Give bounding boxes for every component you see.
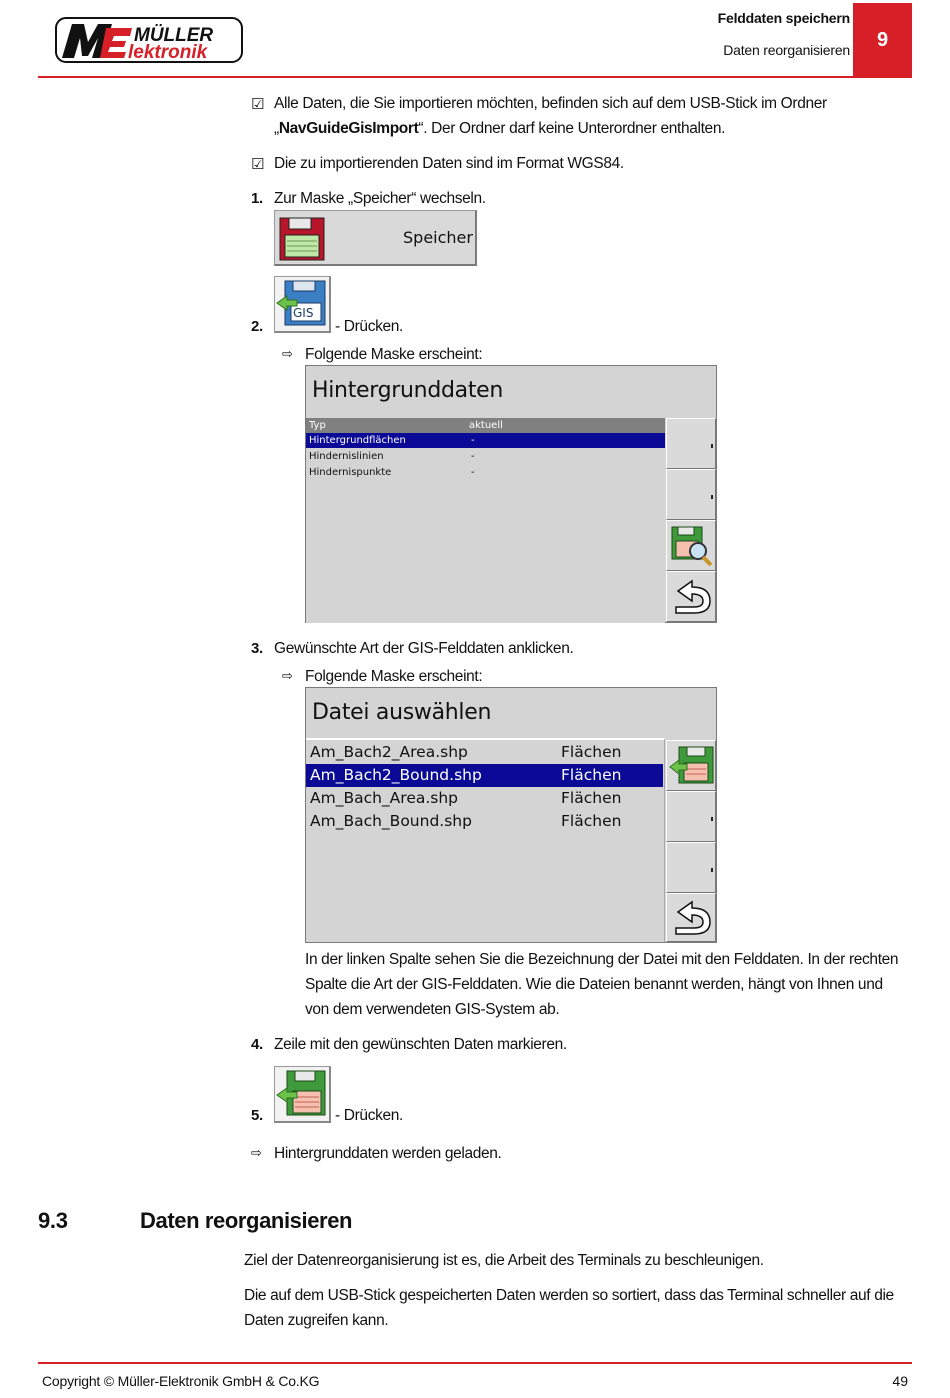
- checkbox-icon: ☑: [251, 96, 265, 113]
- row-typ: Hintergrundflächen: [309, 435, 406, 446]
- step-1-text: Zur Maske „Speicher“ wechseln.: [274, 190, 486, 207]
- load-file-button[interactable]: [274, 1066, 331, 1123]
- step-1-number: 1.: [251, 190, 263, 207]
- gis-floppy-icon: [275, 277, 330, 332]
- description-line-3: von dem verwendeten GIS-System ab.: [305, 1001, 560, 1018]
- header-title: Felddaten speichern: [717, 10, 850, 26]
- result-arrow-icon: ⇨: [251, 1145, 262, 1160]
- step-3-text: Gewünschte Art der GIS-Felddaten anklicken.: [274, 640, 574, 657]
- folder-name: NavGuideGisImport: [278, 120, 419, 137]
- softkey-load-preview[interactable]: [666, 520, 716, 571]
- screen-hintergrunddaten: [305, 365, 717, 623]
- file-type: Flächen: [561, 766, 622, 784]
- step-4-number: 4.: [251, 1036, 263, 1053]
- result-mask-text-2: Folgende Maske erscheint:: [305, 668, 483, 685]
- file-row[interactable]: [306, 764, 663, 787]
- step-3-number: 3.: [251, 640, 263, 657]
- file-type: Flächen: [561, 789, 622, 807]
- result-final-text: Hintergrunddaten werden geladen.: [274, 1145, 502, 1162]
- softkey-load-file[interactable]: [666, 740, 716, 791]
- file-name: Am_Bach2_Bound.shp: [310, 766, 482, 784]
- description-line-2: Spalte die Art der GIS-Felddaten. Wie die Dateien benannt werden, hängt von Ihnen und: [305, 976, 883, 993]
- open-quote: „: [274, 120, 279, 137]
- row-aktuell: -: [471, 451, 475, 462]
- screen-datei-auswaehlen: [305, 687, 717, 943]
- table-header: [306, 418, 665, 433]
- result-mask-text: Folgende Maske erscheint:: [305, 346, 483, 363]
- row-aktuell: -: [471, 435, 475, 446]
- file-type: Flächen: [561, 743, 622, 761]
- footer-copyright: Copyright © Müller-Elektronik GmbH & Co.KG: [42, 1373, 320, 1389]
- section-number: 9.3: [38, 1208, 68, 1233]
- table-row[interactable]: [306, 449, 665, 464]
- file-row[interactable]: [306, 741, 663, 764]
- header-subtitle: Daten reorganisieren: [723, 42, 850, 58]
- step-4-text: Zeile mit den gewünschten Daten markieren.: [274, 1036, 567, 1053]
- svg-text:lektronik: lektronik: [128, 42, 208, 63]
- checkbox-icon: ☑: [251, 156, 265, 173]
- step-5-suffix: - Drücken.: [335, 1107, 403, 1124]
- file-name: Am_Bach2_Area.shp: [310, 743, 468, 761]
- file-name: Am_Bach_Bound.shp: [310, 812, 472, 830]
- floppy-magnifier-icon: [670, 525, 714, 567]
- gis-icon-text: GIS: [293, 306, 314, 320]
- section-paragraph-1: Ziel der Datenreorganisierung ist es, die Arbeit des Terminals zu beschleunigen.: [244, 1252, 764, 1269]
- table-row[interactable]: [306, 433, 665, 448]
- softkey-2[interactable]: [666, 469, 716, 520]
- floppy-disk-icon: [279, 217, 325, 261]
- speicher-button[interactable]: [274, 210, 477, 266]
- column-typ: Typ: [309, 420, 326, 431]
- section-paragraph-2-line-2: Daten zugreifen kann.: [244, 1312, 389, 1329]
- gis-import-button[interactable]: [274, 276, 331, 333]
- footer-divider: [38, 1362, 912, 1364]
- softkey-2[interactable]: [666, 791, 716, 842]
- step-2-suffix: - Drücken.: [335, 318, 403, 335]
- load-floppy-icon: [669, 745, 715, 787]
- softkey-back[interactable]: [666, 893, 716, 942]
- precondition-1-line-1: Alle Daten, die Sie importieren möchten, befinden sich auf dem USB-Stick im Ordner: [274, 95, 827, 112]
- file-name: Am_Bach_Area.shp: [310, 789, 459, 807]
- step-5-number: 5.: [251, 1107, 263, 1124]
- softkey-1[interactable]: [666, 418, 716, 469]
- mueller-elektronik-logo: [54, 14, 244, 66]
- table-row[interactable]: [306, 465, 665, 480]
- file-row[interactable]: [306, 810, 663, 833]
- screen-title: Hintergrunddaten: [312, 378, 504, 403]
- row-aktuell: -: [471, 467, 475, 478]
- result-arrow-icon: ⇨: [282, 668, 293, 683]
- section-paragraph-2-line-1: Die auf dem USB-Stick gespeicherten Daten werden so sortiert, dass das Terminal schneller auf die: [244, 1287, 894, 1304]
- softkey-back[interactable]: [666, 571, 716, 622]
- chapter-badge: 9: [853, 3, 912, 77]
- speicher-button-label: Speicher: [403, 228, 473, 247]
- svg-text:MÜLLER: MÜLLER: [134, 25, 214, 46]
- description-line-1: In der linken Spalte sehen Sie die Bezeichnung der Datei mit den Felddaten. In der rechten: [305, 951, 899, 968]
- precondition-1-rest: “. Der Ordner darf keine Unterordner enthalten.: [418, 120, 726, 137]
- result-arrow-icon: ⇨: [282, 346, 293, 361]
- page-number: 49: [892, 1373, 908, 1389]
- step-2-number: 2.: [251, 318, 263, 335]
- header-divider: [38, 76, 912, 78]
- softkey-3[interactable]: [666, 842, 716, 893]
- precondition-1-line-2: [274, 116, 725, 141]
- row-typ: Hindernislinien: [309, 451, 384, 462]
- load-floppy-icon: [275, 1067, 330, 1122]
- column-aktuell: aktuell: [469, 420, 503, 431]
- back-arrow-icon: [670, 577, 714, 617]
- screen-title: Datei auswählen: [312, 700, 492, 725]
- file-row[interactable]: [306, 787, 663, 810]
- precondition-2: Die zu importierenden Daten sind im Format WGS84.: [274, 155, 624, 172]
- row-typ: Hindernispunkte: [309, 467, 392, 478]
- section-title: Daten reorganisieren: [140, 1208, 353, 1233]
- file-type: Flächen: [561, 812, 622, 830]
- back-arrow-icon: [670, 898, 714, 938]
